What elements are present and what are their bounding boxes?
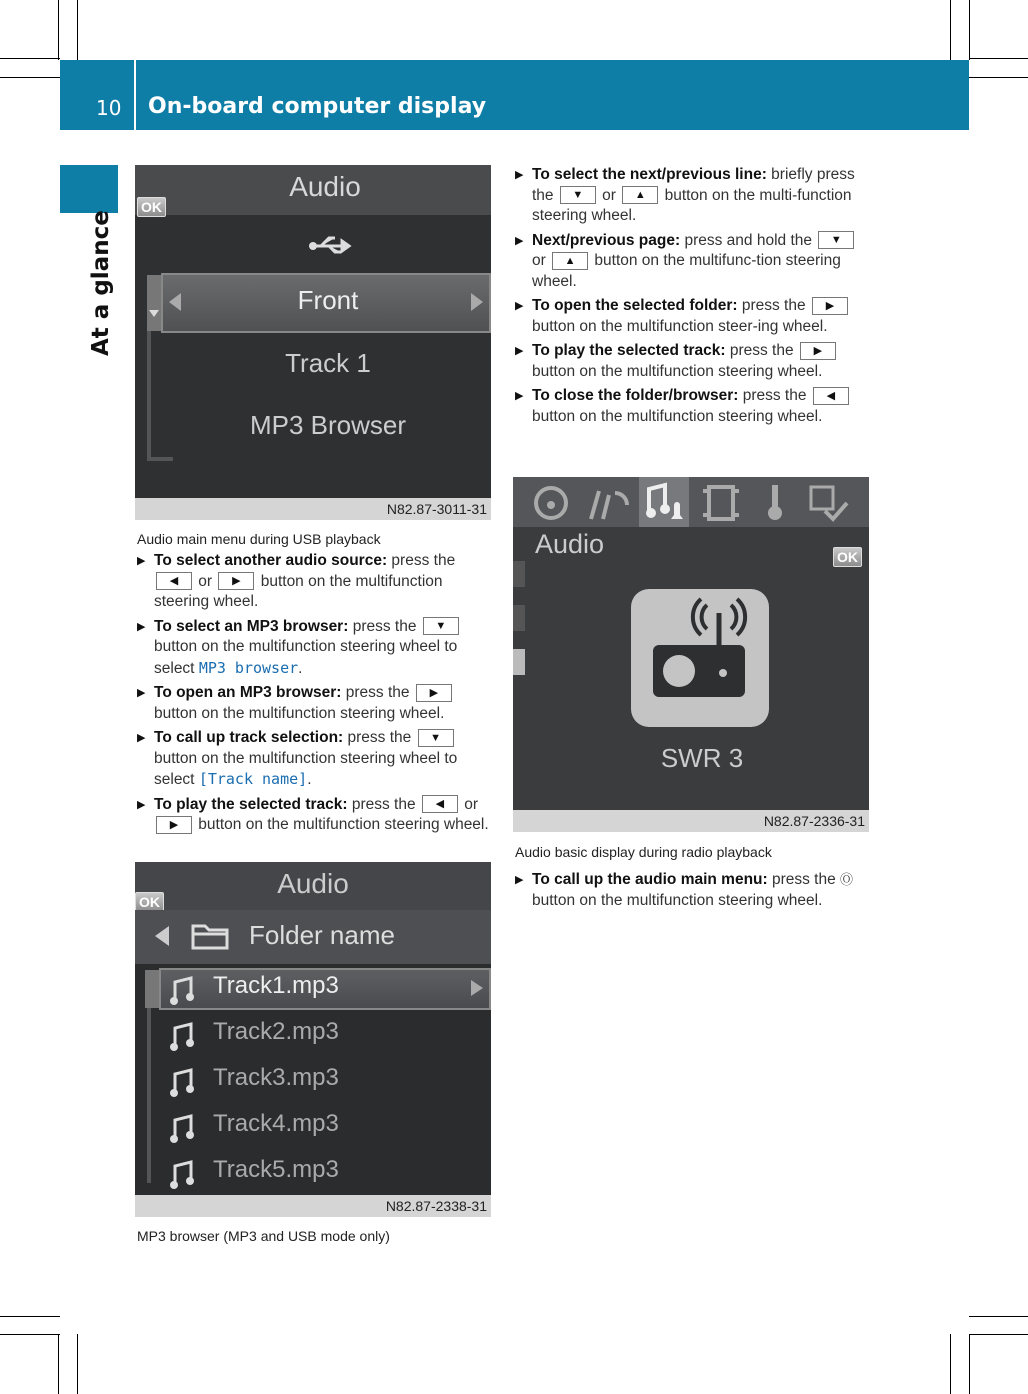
- page-number: 10: [96, 96, 122, 120]
- instruction-text: button on the multifunction steer-ing wheel.: [532, 317, 828, 335]
- crop-mark: [0, 77, 60, 78]
- figure-caption: MP3 browser (MP3 and USB mode only): [137, 1228, 390, 1244]
- temperature-icon[interactable]: [755, 481, 795, 523]
- usb-icon: [309, 233, 355, 259]
- steering-wheel-icon[interactable]: [531, 483, 571, 523]
- instruction-text: press the: [387, 552, 456, 569]
- scroll-down-icon: [149, 310, 159, 317]
- instruction-text: press the: [347, 795, 420, 813]
- instruction-text: button on the multifunc-tion steering wheel.: [532, 252, 841, 290]
- instruction-text: .: [298, 659, 303, 677]
- side-marker: [513, 561, 525, 587]
- scroll-track: [147, 331, 151, 461]
- screen-title: Audio: [289, 171, 361, 202]
- figure-radio-display: [513, 477, 869, 810]
- music-note-icon: [167, 1068, 197, 1098]
- key-symbol: ◀: [422, 795, 458, 813]
- instruction-item: [515, 296, 870, 337]
- instruction-heading: To select another audio source:: [154, 552, 388, 569]
- instruction-heading: To open the selected folder:: [532, 297, 738, 314]
- music-note-icon: [167, 976, 197, 1006]
- instruction-heading: To play the selected track:: [532, 342, 726, 359]
- instruction-text: button on the multifunction steering wheel.: [532, 891, 823, 909]
- instruction-heading: To select an MP3 browser:: [154, 617, 349, 635]
- screen-title: Audio: [277, 868, 349, 899]
- instruction-item: [137, 551, 492, 613]
- instruction-text: or: [597, 186, 621, 204]
- instruction-heading: To call up track selection:: [154, 729, 344, 746]
- instruction-item: [515, 165, 870, 227]
- instruction-text: press the: [737, 297, 810, 314]
- scroll-track: [147, 1008, 151, 1183]
- instruction-text: press the: [725, 342, 798, 359]
- instruction-heading: To open an MP3 browser:: [154, 684, 342, 701]
- key-symbol: ▼: [418, 729, 454, 747]
- header-divider: [134, 60, 136, 130]
- ok-button[interactable]: OK: [135, 892, 164, 912]
- crop-mark: [969, 0, 970, 60]
- instruction-text: briefly press the: [532, 166, 855, 204]
- ok-key-symbol: Ⓞ: [840, 872, 854, 887]
- menu-item-mp3-browser[interactable]: MP3 Browser: [249, 410, 407, 440]
- crop-mark: [0, 1334, 60, 1335]
- instruction-text: .: [307, 771, 312, 788]
- display-text: MP3 browser: [198, 658, 299, 677]
- instruction-heading: To select the next/previous line:: [532, 166, 767, 183]
- crop-mark: [969, 77, 1028, 78]
- settings-icon[interactable]: [807, 483, 851, 523]
- key-symbol: ▲: [622, 186, 658, 204]
- instruction-item: [515, 386, 870, 427]
- folder-icon: [191, 922, 229, 950]
- instruction-text: press the: [341, 684, 414, 701]
- instruction-text: or: [459, 795, 478, 813]
- scrollbar[interactable]: [147, 275, 161, 331]
- music-note-icon: [167, 1160, 197, 1190]
- instruction-text: button on the multifunction steering wheel.: [532, 362, 823, 380]
- page-title: On-board computer display: [148, 94, 487, 119]
- crop-mark: [58, 0, 59, 60]
- track-item[interactable]: Track2.mp3: [213, 1018, 339, 1045]
- crop-mark: [77, 0, 78, 60]
- key-symbol: ▶: [812, 297, 848, 315]
- instruction-text: press and hold the: [680, 231, 817, 249]
- screen-title: Audio: [535, 529, 605, 559]
- track-item[interactable]: Track5.mp3: [213, 1156, 339, 1183]
- vehicle-chassis-icon[interactable]: [699, 483, 743, 523]
- instruction-text: or: [194, 572, 217, 590]
- figure-code: N82.87-2338-31: [135, 1195, 491, 1217]
- instruction-item: [515, 231, 870, 293]
- side-marker: [513, 605, 525, 631]
- display-text: [Track name]: [198, 770, 308, 788]
- folder-name: Folder name: [249, 920, 395, 950]
- key-symbol: ◀: [813, 387, 849, 405]
- menu-item-front[interactable]: Front: [297, 285, 359, 315]
- track-item[interactable]: Track4.mp3: [213, 1110, 339, 1137]
- menu-item-track[interactable]: Track 1: [285, 348, 371, 378]
- gauge-icon[interactable]: [585, 483, 635, 523]
- music-note-icon: [167, 1022, 197, 1052]
- side-tab: [60, 165, 118, 213]
- crop-mark: [969, 1334, 970, 1394]
- instruction-list-right: [515, 165, 870, 431]
- radio-icon: [631, 589, 769, 727]
- instruction-item: [137, 617, 492, 680]
- instruction-text: button on the multifunction steering wheel.: [194, 816, 489, 833]
- instruction-text: button on the multifunction steering wheel.: [154, 572, 443, 610]
- instruction-text: button on the multifunction steering wheel to select: [154, 638, 458, 677]
- back-arrow-icon[interactable]: [155, 926, 169, 946]
- instruction-text: or: [532, 252, 551, 269]
- track-item[interactable]: Track3.mp3: [213, 1064, 339, 1091]
- key-symbol: ▶: [218, 572, 254, 590]
- key-symbol: ▶: [156, 816, 192, 834]
- instruction-item: [137, 728, 492, 791]
- instruction-item: [515, 870, 875, 911]
- key-symbol: ▲: [552, 252, 588, 270]
- crop-mark: [950, 0, 951, 60]
- instruction-item: [515, 341, 870, 382]
- instruction-final: [515, 870, 875, 915]
- figure-mp3-browser: [135, 862, 491, 1195]
- key-symbol: ▼: [560, 186, 596, 204]
- instruction-text: button on the multi-function steering wheel.: [532, 186, 852, 224]
- key-symbol: ▶: [416, 684, 452, 702]
- instruction-text: button on the multifunction steering wheel to select: [154, 749, 458, 788]
- figure-code: N82.87-3011-31: [135, 498, 491, 520]
- instruction-item: [137, 683, 492, 724]
- instruction-heading: To close the folder/browser:: [532, 387, 739, 404]
- instruction-text: press the: [348, 617, 421, 635]
- key-symbol: ▼: [818, 231, 854, 249]
- side-tab-label: At a glance: [88, 210, 114, 356]
- ok-button[interactable]: OK: [833, 547, 862, 567]
- figure-audio-main-menu: [135, 165, 491, 498]
- key-symbol: ▼: [423, 617, 459, 635]
- ok-button[interactable]: OK: [137, 197, 166, 217]
- crop-mark: [0, 1316, 60, 1317]
- figure-code: N82.87-2336-31: [513, 810, 869, 832]
- instruction-text: button on the multifunction steering wheel.: [154, 704, 445, 722]
- instruction-text: press the: [343, 729, 416, 746]
- instruction-text: press the: [738, 387, 811, 404]
- key-symbol: ◀: [156, 572, 192, 590]
- scrollbar[interactable]: [145, 970, 159, 1008]
- figure-caption: Audio main menu during USB playback: [137, 531, 381, 547]
- instruction-text: press the: [767, 871, 841, 888]
- instruction-heading: To call up the audio main menu:: [532, 871, 768, 888]
- play-arrow-icon[interactable]: [471, 980, 483, 996]
- crop-mark: [969, 1334, 1028, 1335]
- key-symbol: ▶: [800, 342, 836, 360]
- scroll-track: [147, 457, 173, 461]
- crop-mark: [950, 1334, 951, 1394]
- side-marker-active: [513, 649, 525, 675]
- music-note-icon: [167, 1114, 197, 1144]
- instruction-list-left: [137, 551, 492, 840]
- figure-caption: Audio basic display during radio playback: [515, 844, 772, 860]
- crop-mark: [77, 1334, 78, 1394]
- instruction-heading: To play the selected track:: [154, 795, 348, 813]
- crop-mark: [58, 1334, 59, 1394]
- music-note-icon[interactable]: [643, 481, 687, 523]
- station-name: SWR 3: [660, 743, 744, 773]
- crop-mark: [969, 58, 1028, 59]
- crop-mark: [0, 58, 60, 59]
- instruction-heading: Next/previous page:: [532, 231, 681, 249]
- crop-mark: [969, 1316, 1028, 1317]
- track-item[interactable]: Track1.mp3: [213, 972, 339, 999]
- instruction-text: button on the multifunction steering wheel.: [532, 407, 823, 425]
- instruction-item: [137, 795, 492, 836]
